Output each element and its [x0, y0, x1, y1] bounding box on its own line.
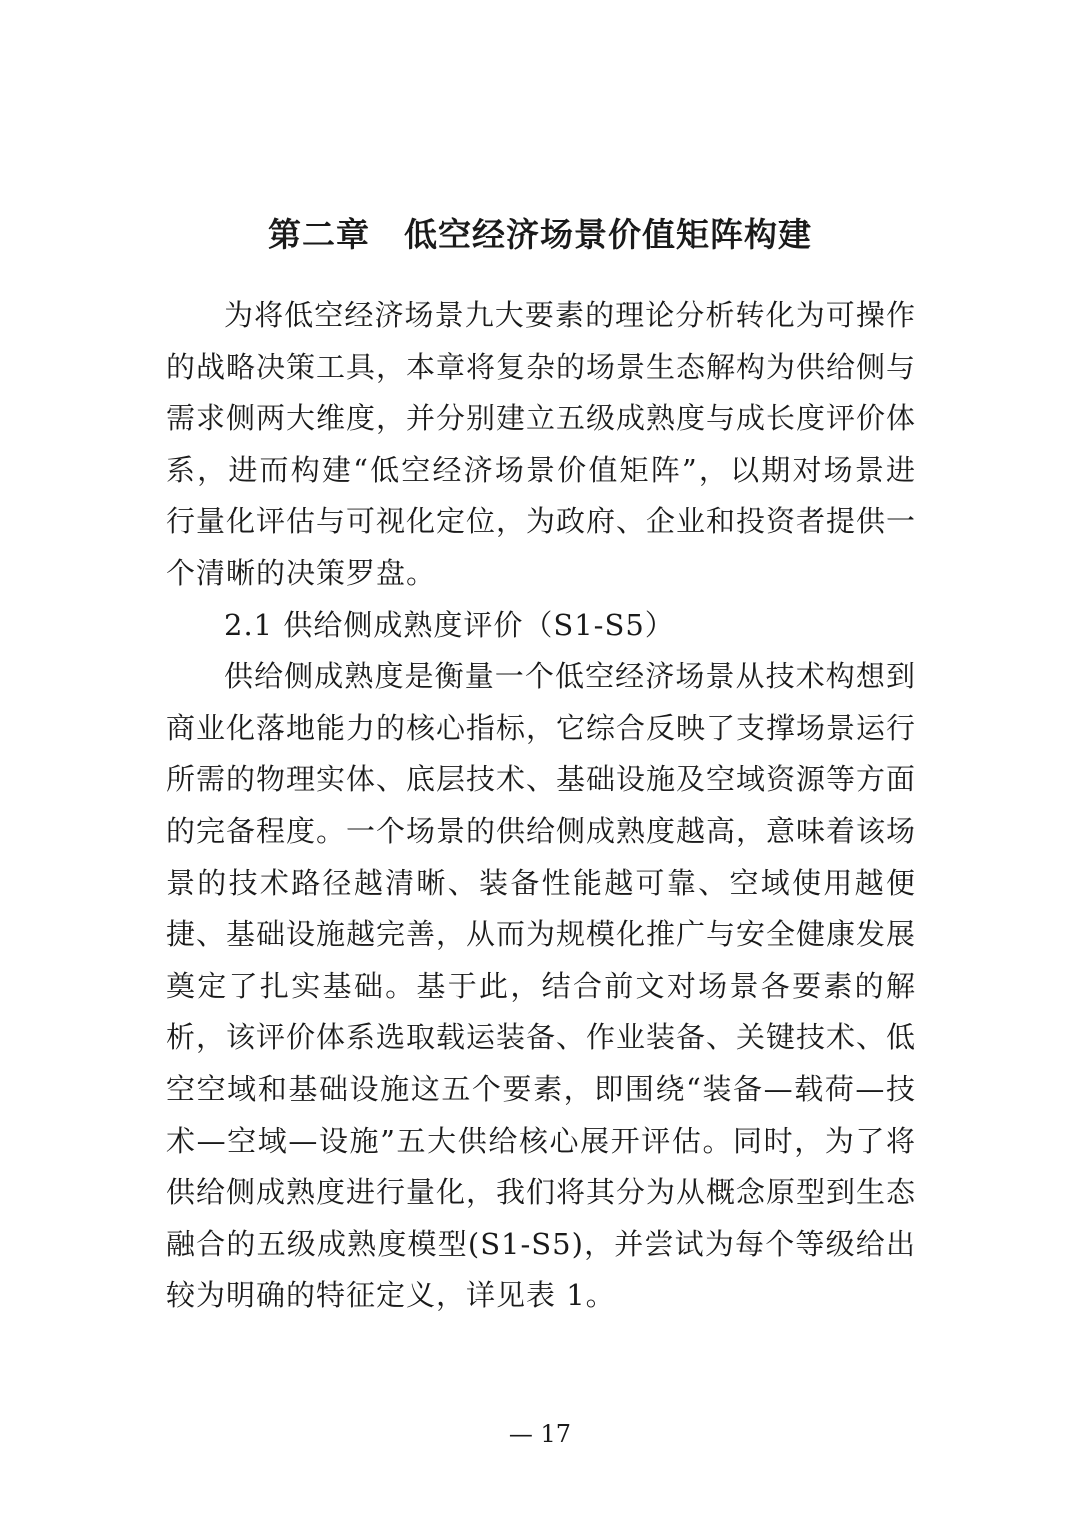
- intro-paragraph: 为将低空经济场景九大要素的理论分析转化为可操作的战略决策工具，本章将复杂的场景生态解构为供给侧与需求侧两大维度，并分别建立五级成熟度与成长度评价体系，进而构建“低空经济场景价值矩阵”，以期对场景进行量化评估与可视化定位，为政府、企业和投资者提供一个清晰的决策罗盘。: [166, 298, 917, 590]
- section-heading: 2.1 供给侧成熟度评价（S1-S5）: [224, 607, 675, 642]
- page-number: — 17: [508, 1420, 572, 1448]
- chapter-title: 第二章 低空经济场景价值矩阵构建: [268, 215, 812, 255]
- body-text: [166, 290, 916, 1322]
- section-paragraph: 供给侧成熟度是衡量一个低空经济场景从技术构想到商业化落地能力的核心指标，它综合反映了支撑场景运行所需的物理实体、底层技术、基础设施及空域资源等方面的完备程度。一个场景的供给侧成熟度越高，意味着该场景的技术路径越清晰、装备性能越可靠、空域使用越便捷、基础设施越完善，从而为规模化推广与安全健康发展奠定了扎实基础。基于此，结合前文对场景各要素的解析，该评价体系选取载运装备、作业装备、关键技术、低空空域和基础设施这五个要素，即围绕“装备—载荷—技术—空域—设施”五大供给核心展开评估。同时，为了将供给侧成熟度进行量化，我们将其分为从概念原型到生态融合的五级成熟度模型(S1-S5)，并尝试为每个等级给出较为明确的特征定义，详见表 1。: [166, 659, 917, 1313]
